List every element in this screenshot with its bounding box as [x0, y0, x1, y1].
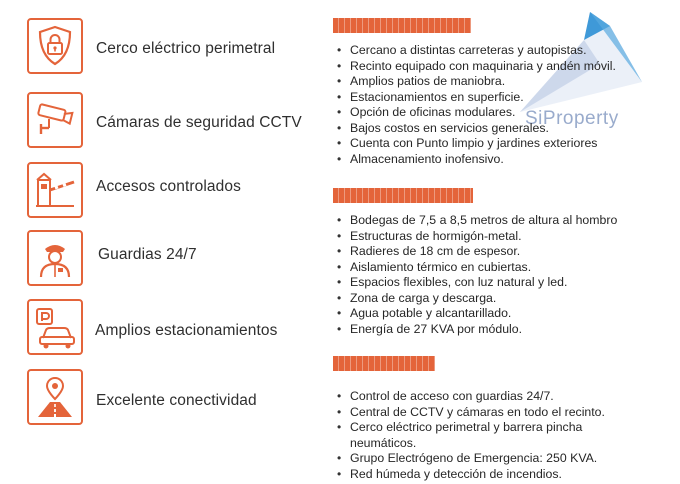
list-item: • Radieres de 18 cm de espesor. — [336, 244, 617, 260]
list-item: • Estructuras de hormigón-metal. — [336, 229, 617, 245]
section-list-caracteristicas — [336, 43, 616, 167]
feature-parking — [27, 297, 83, 357]
section-title-seguridad — [333, 356, 435, 371]
list-item: • Cercano a distintas carreteras y autopistas. — [336, 43, 616, 59]
feature-label: Accesos controlados — [96, 178, 241, 195]
feature-label: Guardias 24/7 — [98, 246, 197, 263]
list-item: • Bodegas de 7,5 a 8,5 metros de altura al hombro — [336, 213, 617, 229]
list-item-continuation: neumáticos. — [350, 435, 417, 450]
list-item: • Central de CCTV y cámaras en todo el recinto. — [336, 405, 605, 421]
section-title-infraestructura — [333, 188, 473, 203]
section-list-seguridad — [336, 389, 605, 482]
list-item: • Control de acceso con guardias 24/7. — [336, 389, 605, 405]
list-item: • Agua potable y alcantarillado. — [336, 306, 617, 322]
feature-label: Cámaras de seguridad CCTV — [96, 114, 302, 131]
list-item: • Energía de 27 KVA por módulo. — [336, 322, 617, 338]
feature-cctv — [27, 90, 83, 150]
security-guard-icon — [27, 230, 83, 286]
feature-connectivity — [27, 367, 83, 427]
watermark-text: SiProperty — [525, 108, 619, 129]
cctv-camera-icon — [27, 92, 83, 148]
list-item: • Cuenta con Punto limpio y jardines exteriores — [336, 136, 616, 152]
parking-car-icon — [27, 299, 83, 355]
list-item: • Espacios flexibles, con luz natural y led. — [336, 275, 617, 291]
section-title-caracteristicas — [333, 18, 471, 33]
feature-label: Excelente conectividad — [96, 392, 257, 409]
list-item: • Grupo Electrógeno de Emergencia: 250 KVA. — [336, 451, 605, 467]
feature-guards — [27, 228, 83, 288]
road-location-icon — [27, 369, 83, 425]
feature-access-control — [27, 160, 83, 220]
list-item: • Estacionamientos en superficie. — [336, 90, 616, 106]
feature-electric-fence — [27, 16, 83, 76]
section-list-infraestructura — [336, 213, 617, 337]
feature-label: Cerco eléctrico perimetral — [96, 40, 276, 57]
list-item: • Bajos costos en servicios generales. — [336, 121, 616, 137]
list-item: • Aislamiento térmico en cubiertas. — [336, 260, 617, 276]
list-item: • Almacenamiento inofensivo. — [336, 152, 616, 168]
list-item: • Cerco eléctrico perimetral y barrera pincha — [336, 420, 605, 436]
list-item: • Amplios patios de maniobra. — [336, 74, 616, 90]
list-item: • Zona de carga y descarga. — [336, 291, 617, 307]
list-item: • Opción de oficinas modulares. — [336, 105, 616, 121]
list-item: • Red húmeda y detección de incendios. — [336, 467, 605, 483]
barrier-gate-icon — [27, 162, 83, 218]
list-item: • Recinto equipado con maquinaria y andén móvil. — [336, 59, 616, 75]
feature-label: Amplios estacionamientos — [95, 322, 278, 339]
lock-shield-icon — [27, 18, 83, 74]
